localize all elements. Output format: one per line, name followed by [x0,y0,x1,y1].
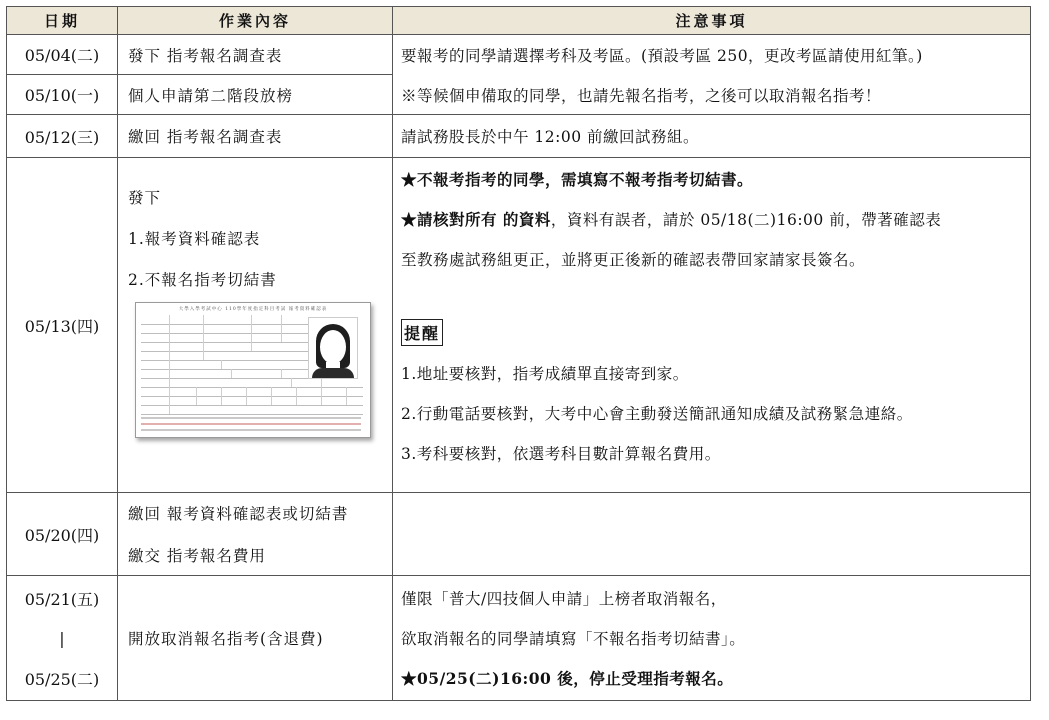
row-date: 05/04(二) [7,35,118,75]
notes-line: 至教務處試務組更正，並將更正後新的確認表帶回家請家長簽名。 [401,251,866,269]
row-date: 05/20(四) [7,493,118,576]
date-range-separator: | [59,628,65,648]
row-notes [393,158,1031,493]
work-line: 發下 [128,189,162,207]
form-thumbnail-image [135,302,371,438]
notes-rest-part: ，資料有誤者，請於 05/18(二)16:00 前，帶著確認表 [550,211,942,229]
date-line: 05/21(五) [24,589,100,609]
work-line: 2.不報名指考切結書 [128,271,277,289]
notes-line: 要報考的同學請選擇考科及考區。(預設考區 250，更改考區請使用紅筆。) [401,46,923,65]
work-line: 繳交 指考報名費用 [128,547,266,565]
schedule-table [6,6,1031,701]
row-notes [393,576,1031,701]
form-thumbnail-title: 大學入學考試中心 110學年度指定科目考試 報考資料確認表 [178,307,328,312]
table-row [7,115,1031,158]
row-date: 05/13(四) [7,158,118,493]
row-work: 開放取消報名指考(含退費) [118,576,393,701]
notes-line: ※等候個申備取的同學，也請先報名指考，之後可以取消報名指考！ [401,86,882,105]
row-work [118,493,393,576]
table-row [7,576,1031,701]
notes-line: 僅限「普大/四技個人申請」上榜者取消報名， [401,590,727,608]
notes-line: ★05/25(二)16:00 後，停止受理指考報名。 [401,669,734,688]
header-work: 作業內容 [118,7,393,35]
header-date: 日期 [7,7,118,35]
header-row [7,7,1031,35]
reminder-item: 2.行動電話要核對，大考中心會主動發送簡訊通知成績及試務緊急連絡。 [401,405,913,423]
reminder-item: 1.地址要核對，指考成績單直接寄到家。 [401,365,689,383]
row-work [118,158,393,493]
table-row [7,158,1031,493]
row-work: 發下 指考報名調查表 [118,35,393,75]
notes-bold-part: ★請核對所有 的資料 [401,210,551,229]
notes-line: ★不報考指考的同學，需填寫不報考指考切結書。 [401,170,754,189]
notes-line [401,208,1030,230]
row-date: 05/12(三) [7,115,118,158]
reminder-box: 提醒 [401,319,443,346]
date-line: 05/25(二) [24,669,100,689]
table-row [7,35,1031,75]
student-photo-placeholder [308,317,358,379]
reminder-item: 3.考科要核對，依選考科目數計算報名費用。 [401,445,721,463]
row-date [7,576,118,701]
notes-line: 欲取消報名的同學請填寫「不報名指考切結書」。 [401,630,746,648]
header-notes: 注意事項 [393,7,1031,35]
table-row [7,493,1031,576]
merged-notes-cell [393,35,1031,115]
row-notes-empty [393,493,1031,576]
row-notes: 請試務股長於中午 12:00 前繳回試務組。 [393,115,1031,158]
work-line: 繳回 報考資料確認表或切結書 [128,505,349,523]
work-line: 1.報考資料確認表 [128,230,261,248]
row-work: 繳回 指考報名調查表 [118,115,393,158]
row-work: 個人申請第二階段放榜 [118,75,393,115]
row-date: 05/10(一) [7,75,118,115]
